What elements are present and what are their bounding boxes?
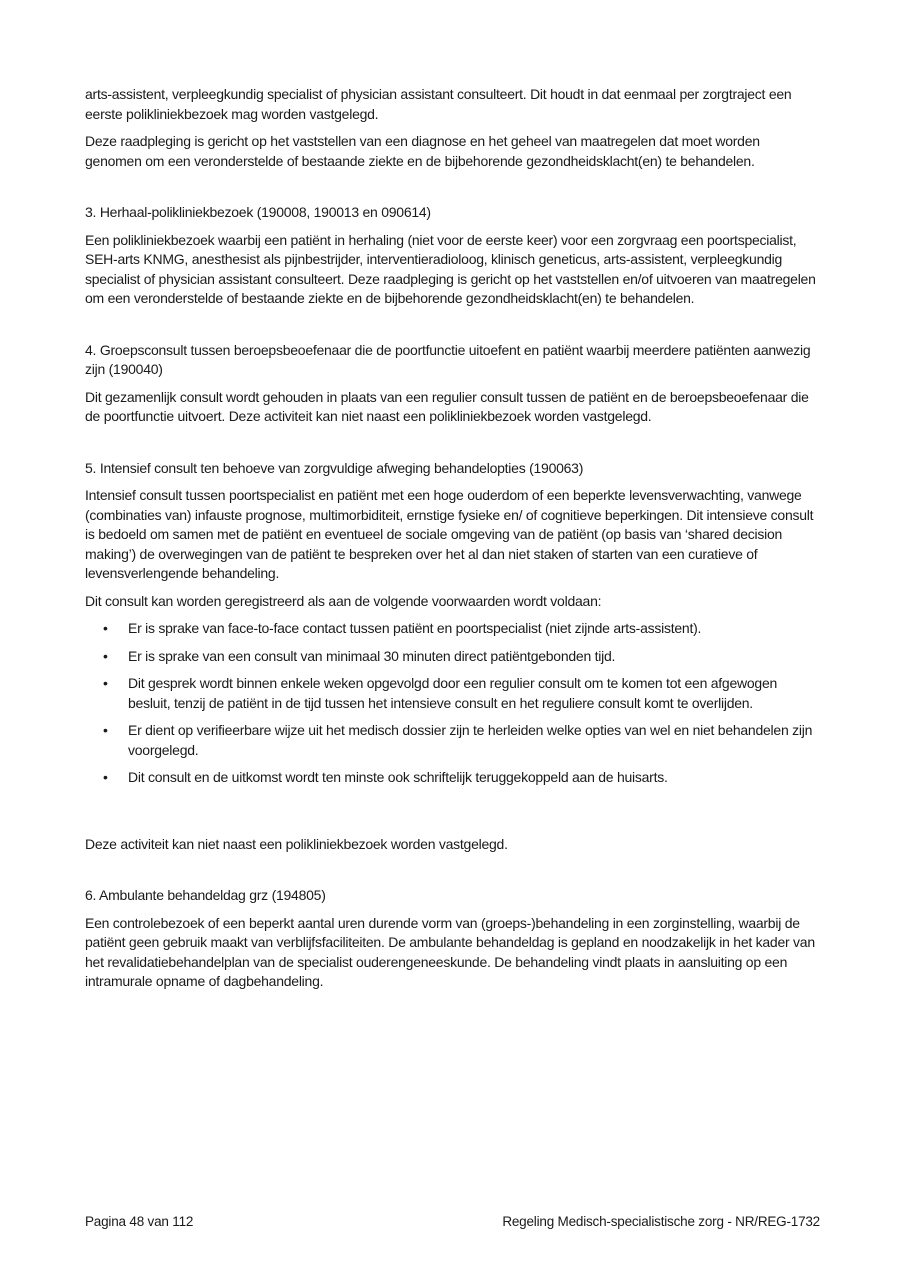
list-item [85, 674, 820, 713]
bullet-icon: • [103, 620, 108, 636]
list-item [85, 768, 820, 788]
body-paragraph: Een controlebezoek of een beperkt aantal uren durende vorm van (groeps-)behandeling in een zorginstelling, waarbij de patiënt geen gebruik maakt van verblijfsfaciliteiten. De ambulante behandeldag is gepland en noodzakelijk in het kader van het revalidatiebehandelplan van de specialist ouderengeneeskunde. De behandeling vindt plaats in aansluiting op een intramurale opname of dagbehandeling. [85, 914, 815, 989]
section-heading: 4. Groepsconsult tussen beroepsbeoefenaar die de poortfunctie uitoefent en patiënt waarbij meerdere patiënten aanwezig zijn (190040) [85, 341, 811, 377]
list-item-text: Dit consult en de uitkomst wordt ten minste ook schriftelijk teruggekoppeld aan de huisarts. [128, 769, 668, 785]
list-item-text: Er dient op verifieerbare wijze uit het medisch dossier zijn te herleiden welke opties van wel en niet behandelen zijn voorgelegd. [128, 722, 813, 758]
bullet-icon: • [103, 722, 108, 738]
list-item-text: Er is sprake van face-to-face contact tussen patiënt en poortspecialist (niet zijnde arts-assistent). [128, 620, 702, 636]
bullet-icon: • [103, 769, 108, 785]
body-paragraph: arts-assistent, verpleegkundig specialist of physician assistant consulteert. Dit houdt in dat eenmaal per zorgtraject een eerste polikliniekbezoek mag worden vastgelegd. [85, 86, 792, 122]
section-heading: 6. Ambulante behandeldag grz (194805) [85, 887, 326, 903]
document-title: Regeling Medisch-specialistische zorg - NR/REG-1732 [502, 1214, 820, 1229]
list-item [85, 721, 820, 760]
document-page [85, 85, 820, 1000]
list-item-text: Er is sprake van een consult van minimaal 30 minuten direct patiëntgebonden tijd. [128, 647, 616, 664]
body-paragraph: Een polikliniekbezoek waarbij een patiënt in herhaling (niet voor de eerste keer) voor een zorgvraag een poortspecialist, SEH-arts KNMG, anesthesist als pijnbestrijder, interventieradioloog, klinisch geneticus, arts-assistent, verpleegkundig specialist of physician assistant consulteert. Deze raadpleging is gericht op het vaststellen en/of uitvoeren van maatregelen om een veronderstelde of bestaande ziekte en de bijbehorende gezondheidsklacht(en) te behandelen. [85, 231, 816, 306]
list-item [85, 647, 820, 667]
body-paragraph: Dit gezamenlijk consult wordt gehouden in plaats van een regulier consult tussen de patiënt en de beroepsbeoefenaar die de poortfunctie uitvoert. Deze activiteit kan niet naast een polikliniekbezoek worden vastgelegd. [85, 388, 809, 424]
body-paragraph: Dit consult kan worden geregistreerd als aan de volgende voorwaarden wordt voldaan: [85, 592, 602, 609]
bullet-icon: • [103, 647, 108, 664]
body-paragraph: Deze activiteit kan niet naast een polikliniekbezoek worden vastgelegd. [85, 835, 508, 852]
list-item-text: Dit gesprek wordt binnen enkele weken opgevolgd door een regulier consult om te komen tot een afgewogen besluit, tenzij de patiënt in de tijd tussen het intensieve consult en het reguliere consult komt te overlijden. [128, 675, 778, 711]
page-number: Pagina 48 van 112 [85, 1214, 194, 1229]
section-heading: 5. Intensief consult ten behoeve van zorgvuldige afweging behandelopties (190063) [85, 459, 584, 476]
bullet-icon: • [103, 675, 108, 691]
body-paragraph: Deze raadpleging is gericht op het vaststellen van een diagnose en het geheel van maatregelen dat moet worden genomen om een veronderstelde of bestaande ziekte en de bijbehorende gezondheidsklacht(en) te behandelen. [85, 133, 760, 169]
conditions-list [85, 619, 820, 788]
section-heading: 3. Herhaal-polikliniekbezoek (190008, 190013 en 090614) [85, 204, 431, 220]
list-item [85, 619, 820, 639]
body-paragraph: Intensief consult tussen poortspecialist en patiënt met een hoge ouderdom of een beperkte levensverwachting, vanwege (combinaties van) infauste prognose, multimorbiditeit, ernstige fysieke en/ of cognitieve beperkingen. Dit intensieve consult is bedoeld om samen met de patiënt en eventueel de sociale omgeving van de patiënt (op basis van ‘shared decision making’) de overwegingen van de patiënt te bespreken over het al dan niet staken of starten van een curatieve of levensverlengende behandeling. [85, 487, 814, 581]
page-footer [85, 1214, 820, 1229]
